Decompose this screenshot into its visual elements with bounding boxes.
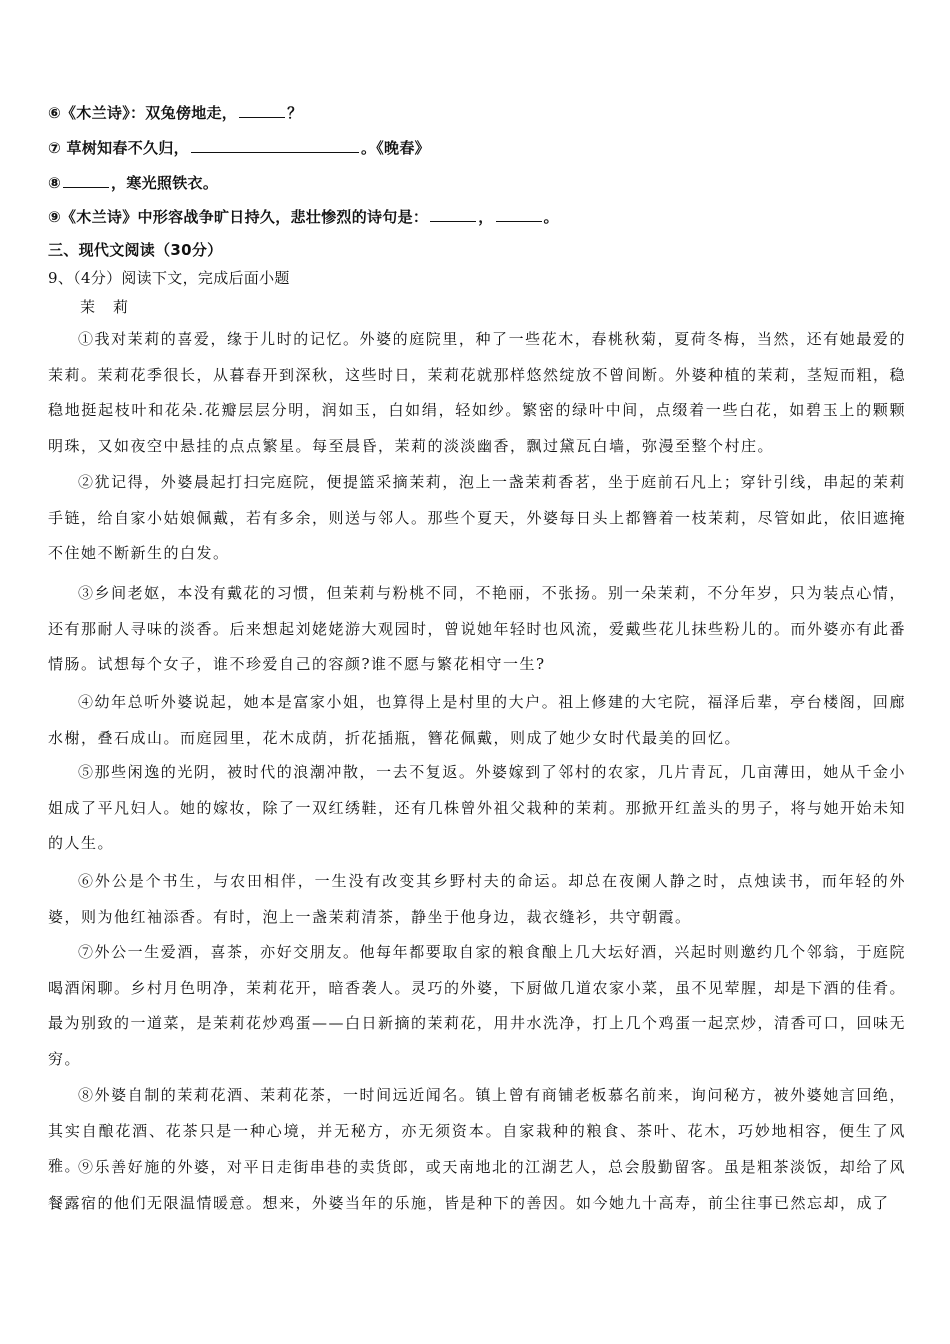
article-paragraph-1: ①我对茉莉的喜爱，缘于儿时的记忆。外婆的庭院里，种了一些花木，春桃秋菊，夏荷冬梅，当然，还有她最爱的茉莉。茉莉花季很长，从暮春开到深秋，这些时日，茉莉花就那样悠然绽放不曾间断。外婆种植的茉莉，茎短而粗，稳稳地挺起枝叶和花朵.花瓣层层分明，润如玉，白如绢，轻如纱。繁密的绿叶中间，点缀着一些白花，如碧玉上的颗颗明珠，又如夜空中悬挂的点点繁星。每至晨昏，茉莉的淡淡幽香，飘过黛瓦白墙，弥漫至整个村庄。 xyxy=(48,330,907,455)
article-paragraph-2: ②犹记得，外婆晨起打扫完庭院，便提篮采摘茉莉，泡上一盏茉莉香茗，坐于庭前石凡上；穿针引线，串起的茉莉手链，给自家小姑娘佩戴，若有多余，则送与邻人。那些个夏天，外婆每日头上都簪着一枝茉莉，尽管如此，依旧遮掩不住她不断新生的白发。 xyxy=(48,473,907,563)
question-8-text: ，寒光照铁衣。 xyxy=(111,174,219,192)
question-intro: 9、（4分）阅读下文，完成后面小题 xyxy=(48,269,290,287)
article-paragraph-7: ⑦外公一生爱酒，喜茶，亦好交朋友。他每年都要取自家的粮食酿上几大坛好酒，兴起时则邀约几个邻翁，于庭院喝酒闲聊。乡村月色明净，茉莉花开，暗香袭人。灵巧的外婆，下厨做几道农家小菜，虽不见荤腥，却是下酒的佳肴。最为别致的一道菜，是茉莉花炒鸡蛋——白日新摘的茉莉花，用井水洗净，打上几个鸡蛋一起烹炒，清香可口，回味无穷。 xyxy=(48,943,907,1068)
answer-blank xyxy=(239,103,285,118)
question-9-separator: ， xyxy=(478,208,494,226)
question-6-prefix: ⑥《木兰诗》：双兔傍地走， xyxy=(48,104,238,122)
question-7-prefix: ⑦ 草树知春不久归， xyxy=(48,139,189,157)
question-6-line xyxy=(48,102,302,123)
question-8-marker: ⑧ xyxy=(48,174,62,192)
article-paragraph-6: ⑥外公是个书生，与农田相伴，一生没有改变其乡野村夫的命运。却总在夜阑人静之时，点烛读书，而年轻的外婆，则为他红袖添香。有时，泡上一盏茉莉清茶，静坐于他身边，裁衣缝衫，共守朝霞。 xyxy=(48,872,906,926)
answer-blank xyxy=(63,173,109,188)
answer-blank xyxy=(191,138,359,153)
answer-blank xyxy=(430,207,476,222)
question-9-prefix: ⑨《木兰诗》中形容战争旷日持久，悲壮惨烈的诗句是： xyxy=(48,208,429,226)
question-9-line xyxy=(48,206,559,227)
article-paragraph-5: ⑤那些闲逸的光阴，被时代的浪潮冲散，一去不复返。外婆嫁到了邻村的农家，几片青瓦，几亩薄田，她从千金小姐成了平凡妇人。她的嫁妆，除了一双红绣鞋，还有几株曾外祖父栽种的茉莉。那掀开红盖头的男子，将与她开始未知的人生。 xyxy=(48,763,907,853)
article-paragraph-4: ④幼年总听外婆说起，她本是富家小姐，也算得上是村里的大户。祖上修建的大宅院，福泽后辈，亭台楼阁，回廊水榭，叠石成山。而庭园里，花木成荫，折花插瓶，簪花佩戴，则成了她少女时代最美的回忆。 xyxy=(48,693,906,747)
article-paragraph-9: ⑨乐善好施的外婆，对平日走街串巷的卖货郎，或天南地北的江湖艺人，总会殷勤留客。虽是粗茶淡饭，却给了风餐露宿的他们无限温情暖意。想来，外婆当年的乐施，皆是种下的善因。如今她九十高寿，前尘往事已然忘却，成了 xyxy=(48,1158,906,1212)
question-8-line xyxy=(48,172,218,193)
question-7-line xyxy=(48,137,430,158)
question-9-suffix: 。 xyxy=(543,208,559,226)
article-paragraph-8: ⑧外婆自制的茉莉花酒、茉莉花茶，一时间远近闻名。镇上曾有商铺老板慕名前来，询问秘方，被外婆她言回绝，其实自酿花酒、花茶只是一种心境，并无秘方，亦无须资本。自家栽种的粮食、茶叶、花木，巧妙地相容，便生了风雅。 xyxy=(48,1086,906,1176)
answer-blank xyxy=(496,207,542,222)
article-title: 茉莉 xyxy=(80,298,147,316)
article-paragraph-3: ③乡间老妪，本没有戴花的习惯，但茉莉与粉桃不同，不艳丽，不张扬。别一朵茉莉，不分年岁，只为装点心情，还有那耐人寻味的淡香。后来想起刘姥姥游大观园时，曾说她年轻时也风流，爱戴些花儿抹些粉儿的。而外婆亦有此番情肠。试想每个女子，谁不珍爱自己的容颜?谁不愿与繁花相守一生? xyxy=(48,584,907,674)
section-heading: 三、现代文阅读（30分） xyxy=(48,241,223,259)
question-7-suffix: 。《晚春》 xyxy=(360,139,430,157)
question-6-suffix: ？ xyxy=(287,104,303,122)
